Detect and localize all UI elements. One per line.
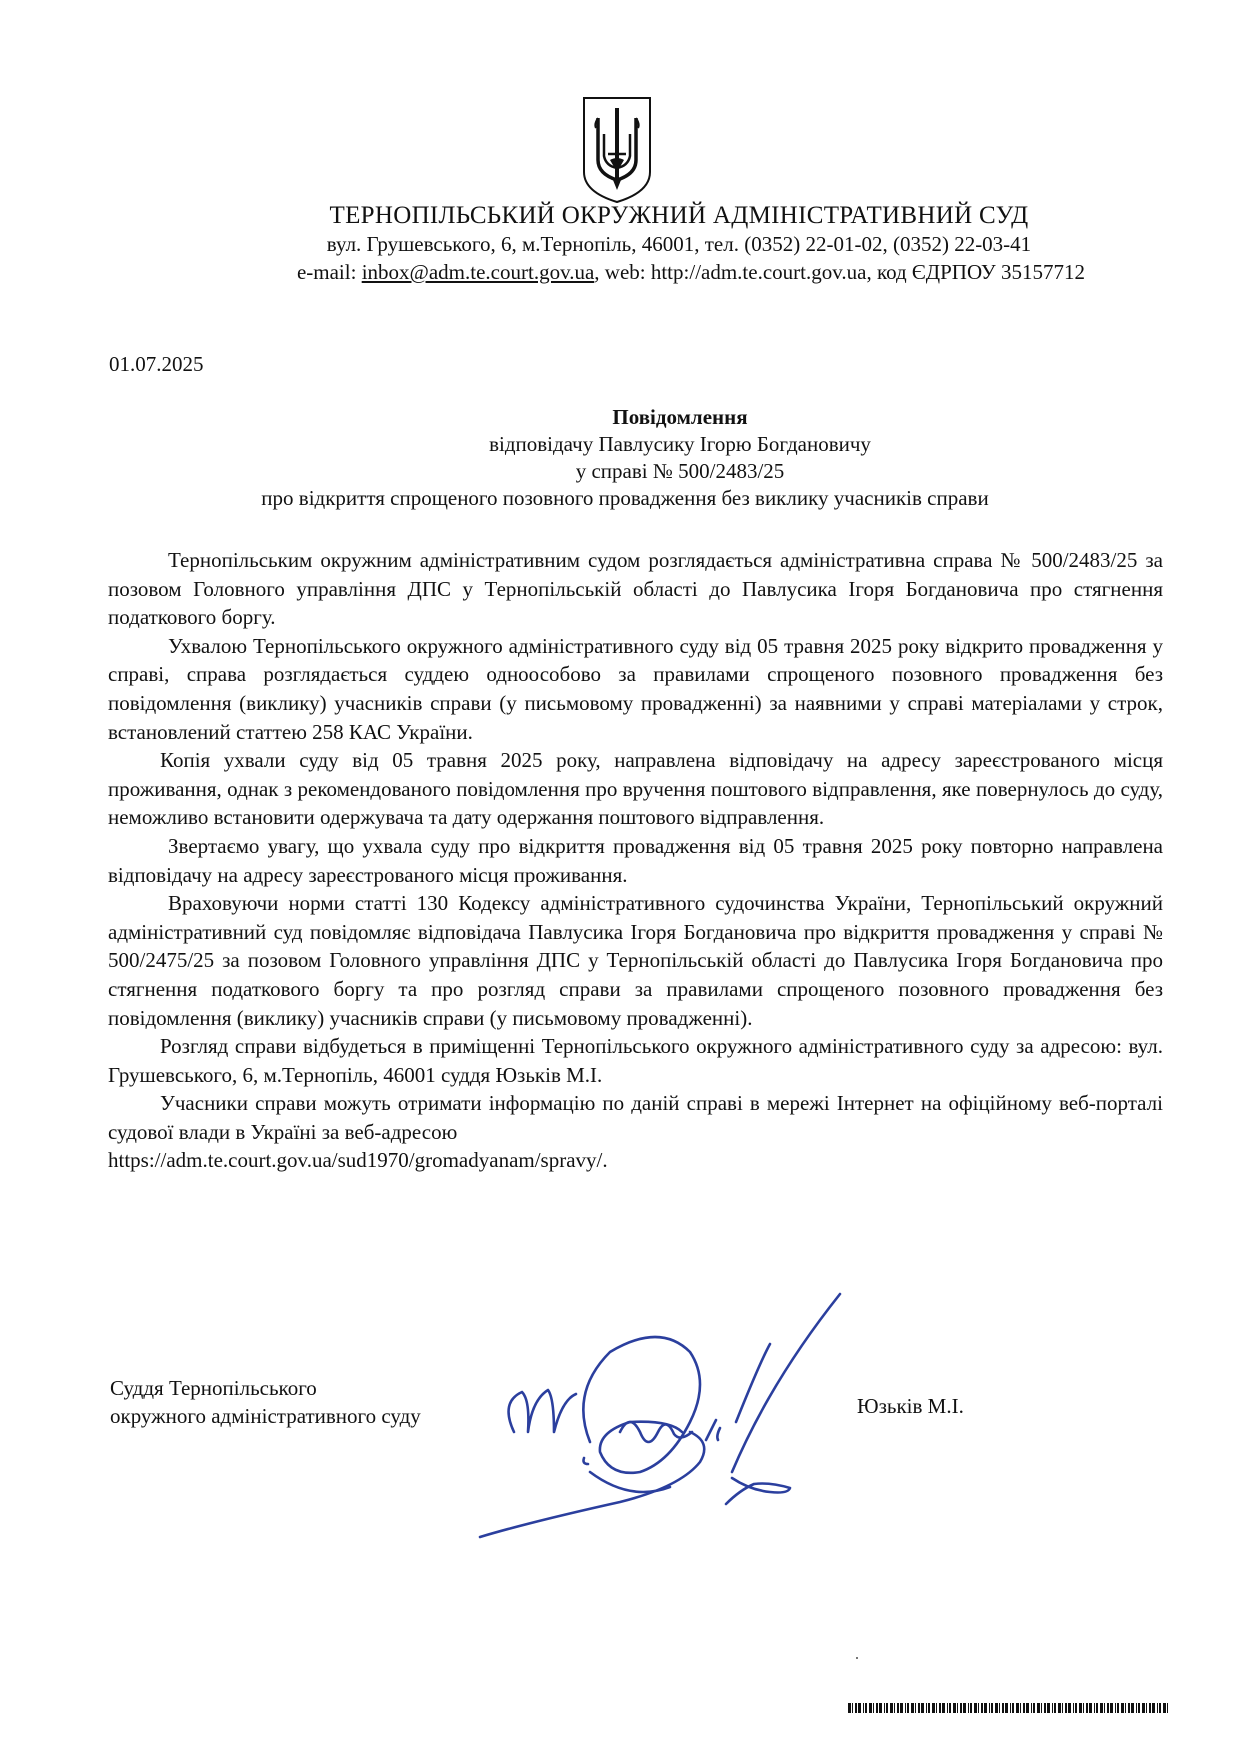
barcode-bar — [894, 1703, 895, 1713]
barcode-bar — [1167, 1703, 1168, 1713]
barcode-bar — [1068, 1703, 1071, 1713]
notice-subject: про відкриття спрощеного позовного провадження без виклику учасників справи — [261, 486, 989, 510]
barcode-bar — [1044, 1703, 1046, 1713]
barcode-bar — [1159, 1703, 1161, 1713]
barcode-bar — [873, 1703, 874, 1713]
barcode-bar — [981, 1703, 983, 1713]
email-link[interactable]: inbox@adm.te.court.gov.ua — [361, 260, 595, 284]
barcode-bar — [928, 1703, 930, 1713]
barcode-bar — [1107, 1703, 1109, 1713]
barcode-bar — [869, 1703, 872, 1713]
barcode-bar — [1002, 1703, 1004, 1713]
document-date: 01.07.2025 — [109, 352, 204, 376]
paragraph-5: Враховуючи норми статті 130 Кодексу адміністративного судочинства України, Тернопільський окружний адміністративний суд повідомляє відповідача Павлусика Ігоря Богдановича про відкриття провадження у справі № 500/2475/25 за позовом Головного управління ДПС у Тернопільській області до Павлусика Ігоря Богдановича про стягнення податкового боргу та про розгляд справи за правилами спрощеного позовного провадження без повідомлення (виклику) учасників справи (у письмовому провадженні). — [108, 891, 1163, 1030]
barcode-bar — [932, 1703, 935, 1713]
barcode-bar — [1128, 1703, 1130, 1713]
notice-case-number: у справі № 500/2483/25 — [575, 459, 785, 483]
barcode-bar — [1041, 1703, 1042, 1713]
court-name: ТЕРНОПІЛЬСЬКИЙ ОКРУЖНИЙ АДМІНІСТРАТИВНИЙ СУД — [329, 202, 1029, 229]
court-contacts — [142, 258, 1240, 286]
barcode-bar — [921, 1703, 924, 1713]
paragraph-3: Копія ухвали суду від 05 травня 2025 року, направлена відповідачу на адресу зареєстрованого місця проживання, однак з рекомендованого повідомлення про вручення поштового відправлення, яке повернулось до суду, неможливо встановити одержувача та дату одержання поштового відправлення. — [108, 748, 1163, 830]
barcode-bar — [1005, 1703, 1008, 1713]
barcode-bar — [884, 1703, 885, 1713]
barcode-bar — [1023, 1703, 1025, 1713]
handwritten-signature — [470, 1282, 890, 1562]
barcode-bar — [953, 1703, 956, 1713]
barcode-bar — [947, 1703, 948, 1713]
barcode-bar — [995, 1703, 998, 1713]
barcode-bar — [1149, 1703, 1151, 1713]
barcode-bar — [907, 1703, 909, 1713]
barcode-bar — [855, 1703, 857, 1713]
barcode-bar — [991, 1703, 993, 1713]
barcode-bar — [1047, 1703, 1050, 1713]
barcode-bar — [989, 1703, 990, 1713]
case-info-url[interactable]: https://adm.te.court.gov.ua/sud1970/gromadyanam/spravy/. — [108, 1148, 608, 1173]
barcode-bar — [960, 1703, 962, 1713]
barcode-bar — [865, 1703, 867, 1713]
barcode-bar — [911, 1703, 914, 1713]
barcode-bar — [900, 1703, 903, 1713]
email-label: e-mail: — [296, 260, 362, 284]
barcode-bar — [863, 1703, 864, 1713]
barcode-bar — [942, 1703, 945, 1713]
barcode-bar — [1146, 1703, 1147, 1713]
barcode-bar — [1086, 1703, 1088, 1713]
barcode-bar — [1079, 1703, 1082, 1713]
barcode-bar — [1131, 1703, 1134, 1713]
barcode-bar — [848, 1703, 851, 1713]
barcode-bar — [999, 1703, 1000, 1713]
letterhead — [0, 202, 1240, 286]
barcode-bar — [1073, 1703, 1074, 1713]
barcode-bar — [879, 1703, 882, 1713]
paragraph-4: Звертаємо увагу, що ухвала суду про відкриття провадження від 05 травня 2025 року повторно направлена відповідачу на адресу зареєстрованого місця проживання. — [108, 833, 1163, 887]
barcode-bar — [1117, 1703, 1119, 1713]
barcode-bar — [1083, 1703, 1084, 1713]
signatory-role-line-2: окружного адміністративного суду — [110, 1404, 421, 1428]
barcode-bar — [1016, 1703, 1019, 1713]
signatory-role-line-1: Суддя Тернопільського — [110, 1376, 317, 1400]
barcode-bar — [1094, 1703, 1095, 1713]
barcode-bar — [1020, 1703, 1021, 1713]
paragraph-7: Учасники справи можуть отримати інформацію по даній справі в мережі Інтернет на офіційному веб-порталі судової влади в Україні за веб-адресою — [108, 1091, 1163, 1144]
barcode-bar — [1136, 1703, 1137, 1713]
barcode-bar — [957, 1703, 958, 1713]
paragraph-6: Розгляд справи відбудеться в приміщенні Тернопільського окружного адміністративного суду за адресою: вул. Грушевського, 6, м.Тернопіль, 46001 суддя Юзьків М.І. — [108, 1034, 1163, 1087]
barcode-bar — [939, 1703, 941, 1713]
barcode-bar — [1110, 1703, 1113, 1713]
notice-body — [108, 546, 1163, 1175]
barcode-bar — [1054, 1703, 1056, 1713]
barcode-bar — [1062, 1703, 1063, 1713]
barcode-bar — [915, 1703, 916, 1713]
web-and-code: , web: http://adm.te.court.gov.ua, код ЄДРПОУ 35157712 — [594, 260, 1086, 284]
barcode-bar — [1058, 1703, 1061, 1713]
barcode-bar — [1052, 1703, 1053, 1713]
barcode-bar — [905, 1703, 906, 1713]
notice-title: Повідомлення — [612, 405, 748, 429]
barcode-bar — [1121, 1703, 1124, 1713]
barcode-bar — [974, 1703, 977, 1713]
barcode-bar — [876, 1703, 878, 1713]
barcode-bar — [1037, 1703, 1040, 1713]
barcode-bar — [1157, 1703, 1158, 1713]
notice-heading — [110, 404, 1140, 512]
barcode-bar — [970, 1703, 972, 1713]
barcode-bar — [897, 1703, 899, 1713]
signatory-name: Юзьків М.І. — [857, 1394, 964, 1418]
barcode-bar — [1089, 1703, 1092, 1713]
barcode-bar — [1012, 1703, 1014, 1713]
barcode-bar — [968, 1703, 969, 1713]
barcode-bar — [1115, 1703, 1116, 1713]
barcode-bar — [890, 1703, 893, 1713]
barcode-bar — [852, 1703, 853, 1713]
barcode-bar — [936, 1703, 937, 1713]
barcode-bar — [1163, 1703, 1166, 1713]
barcode-bar — [1065, 1703, 1067, 1713]
barcode-bar — [1125, 1703, 1126, 1713]
barcode-bar — [949, 1703, 951, 1713]
barcode-bar — [1031, 1703, 1032, 1713]
scan-speck — [856, 1657, 858, 1659]
court-address: вул. Грушевського, 6, м.Тернопіль, 46001, тел. (0352) 22-01-02, (0352) 22-03-41 — [326, 232, 1032, 256]
barcode-bar — [1033, 1703, 1035, 1713]
barcode-bar — [1010, 1703, 1011, 1713]
notice-recipient: відповідачу Павлусику Ігорю Богдановичу — [489, 432, 871, 456]
barcode-bar — [926, 1703, 927, 1713]
barcode-bar — [1138, 1703, 1140, 1713]
barcode-icon — [848, 1703, 1170, 1713]
barcode-bar — [963, 1703, 966, 1713]
barcode-bar — [1152, 1703, 1155, 1713]
barcode-bar — [918, 1703, 920, 1713]
barcode-bar — [1026, 1703, 1029, 1713]
signatory-role — [110, 1374, 421, 1430]
paragraph-1: Тернопільським окружним адміністративним судом розглядається адміністративна справа № 500/2483/25 за позовом Головного управління ДПС у Тернопільській області до Павлусика Ігоря Богдановича про стягнення податкового боргу. — [108, 548, 1163, 630]
barcode-bar — [886, 1703, 888, 1713]
barcode-bar — [1104, 1703, 1105, 1713]
coat-of-arms-icon — [580, 94, 654, 206]
barcode-bar — [1142, 1703, 1145, 1713]
paragraph-2: Ухвалою Тернопільського окружного адміністративного суду від 05 травня 2025 року відкрито провадження у справі, справа розглядається суддею одноособово за правилами спрощеного позовного провадження без повідомлення (виклику) учасників справи (у письмовому провадженні) за наявними у справі матеріалами у строк, встановлений статтею 258 КАС України. — [108, 633, 1163, 744]
barcode-bar — [858, 1703, 861, 1713]
barcode-bar — [1075, 1703, 1077, 1713]
barcode-bar — [984, 1703, 987, 1713]
barcode-bar — [1096, 1703, 1098, 1713]
barcode-bar — [978, 1703, 979, 1713]
barcode-bar — [1100, 1703, 1103, 1713]
